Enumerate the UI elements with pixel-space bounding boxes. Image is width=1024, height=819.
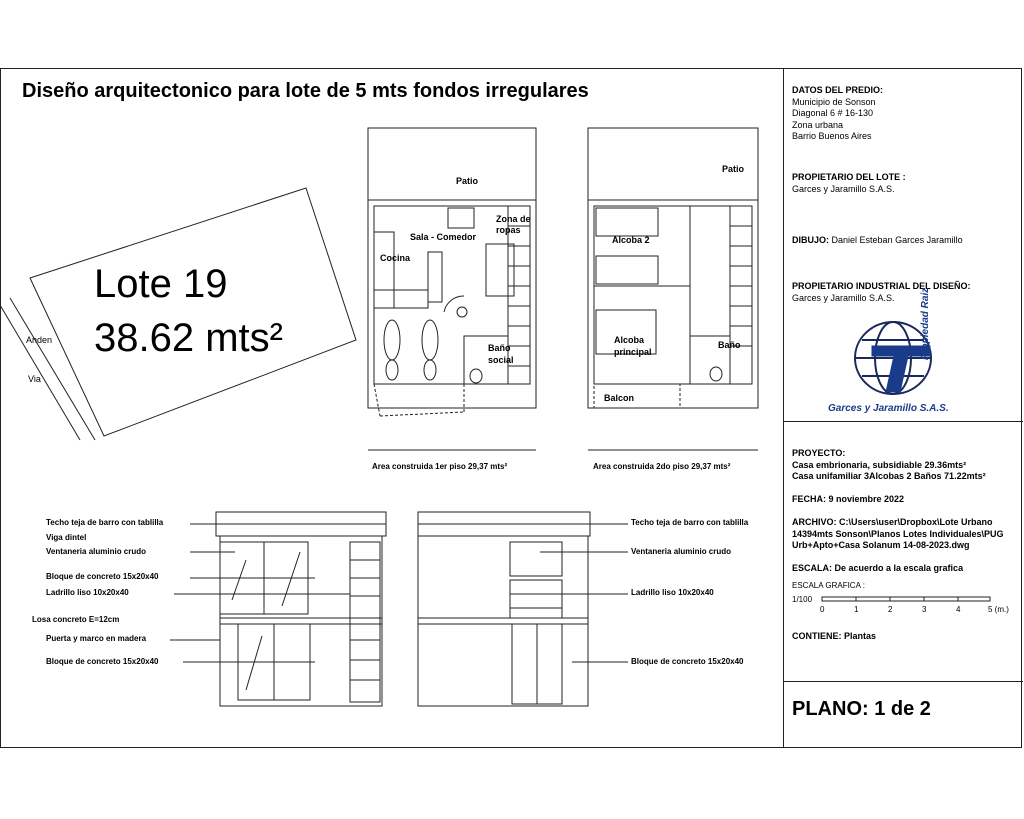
floor2-balcon-label: Balcon <box>604 393 635 403</box>
via-label: Via <box>28 374 41 384</box>
scale-tick-3: 3 <box>922 605 927 614</box>
elev-left-label-1: Techo teja de barro con tablilla <box>46 518 164 527</box>
contiene: CONTIENE: Plantas <box>792 631 877 641</box>
archivo-block <box>792 517 1022 552</box>
archivo-line-2: 14394mts Sonson\Planos Lotes Individuales\PUG <box>792 528 1004 539</box>
floor2-patio-label: Patio <box>722 164 745 174</box>
predio-line-3: Zona urbana <box>792 119 844 130</box>
drawing-title: Diseño arquitectonico para lote de 5 mts fondos irregulares <box>22 80 589 102</box>
leaders-right <box>530 524 628 662</box>
street-line-2 <box>10 298 95 440</box>
escala-grafica-label: ESCALA GRAFICA : <box>792 581 865 590</box>
floor1-area: Area construida 1er piso 29,37 mts² <box>372 462 508 471</box>
predio-block <box>792 85 1017 143</box>
floor2-alcoba-principal-label: Alcoba principal <box>614 335 652 357</box>
proyecto-line-2: Casa unifamiliar 3Alcobas 2 Baños 71.22mts² <box>792 471 986 481</box>
industrial-heading: PROPIETARIO INDUSTRIAL DEL DISEÑO: <box>792 281 971 291</box>
industrial-block <box>792 281 1017 304</box>
elev-left-label-5: Ladrillo liso 10x20x40 <box>46 588 129 597</box>
predio-line-1: Municipio de Sonson <box>792 96 876 107</box>
escala: ESCALA: De acuerdo a la escala grafica <box>792 563 964 573</box>
fecha: FECHA: 9 noviembre 2022 <box>792 494 905 504</box>
scale-bar <box>822 597 990 601</box>
elev-left-label-4: Bloque de concreto 15x20x40 <box>46 572 159 581</box>
logo-caption: Garces y Jaramillo S.A.S. <box>828 403 949 414</box>
propietario-value: Garces y Jaramillo S.A.S. <box>792 183 895 194</box>
elev-left-label-6: Losa concreto E=12cm <box>32 615 120 624</box>
anden-label: Anden <box>26 335 53 345</box>
elev-right-label-2: Ventaneria aluminio crudo <box>631 547 732 556</box>
dibujo-value: Daniel Esteban Garces Jaramillo <box>831 235 963 245</box>
plano-number: PLANO: 1 de 2 <box>792 698 931 720</box>
elev-left-label-8: Bloque de concreto 15x20x40 <box>46 657 159 666</box>
elev-left-label-7: Puerta y marco en madera <box>46 634 147 643</box>
scale-tick-2: 2 <box>888 605 893 614</box>
archivo-line-3: Urb+Apto+Casa Solanum 14-08-2023.dwg <box>792 540 970 550</box>
floor1-zona-label: Zona de ropas <box>496 214 531 235</box>
lot-name: Lote 19 <box>94 262 228 306</box>
street-line-1 <box>0 305 80 440</box>
rear-elevation <box>418 512 590 706</box>
proyecto-line-1: Casa embrionaria, subsidiable 29.36mts² <box>792 459 967 470</box>
elev-left-label-3: Ventaneria aluminio crudo <box>46 547 147 556</box>
elev-right-label-3: Ladrillo liso 10x20x40 <box>631 588 714 597</box>
front-elevation <box>216 512 386 706</box>
floor2-bano-label: Baño <box>718 340 741 350</box>
scale-tick-5: 5 (m.) <box>988 605 1009 614</box>
floor2-alcoba2-label: Alcoba 2 <box>612 235 650 245</box>
floor1-plan <box>368 128 536 450</box>
scale-tick-1: 1 <box>854 605 859 614</box>
elev-left-label-2: Viga dintel <box>46 533 87 542</box>
escala-ratio: 1/100 <box>792 595 813 604</box>
predio-line-2: Diagonal 6 # 16-130 <box>792 108 874 118</box>
logo-side-text: Propiedad Raiz <box>920 287 931 360</box>
propietario-block <box>792 172 1017 195</box>
proyecto-heading: PROYECTO: <box>792 448 846 458</box>
floor1-sala-label: Sala - Comedor <box>410 232 477 242</box>
lot-area: 38.62 mts² <box>94 316 283 360</box>
archivo-line-1: ARCHIVO: C:\Users\user\Dropbox\Lote Urbano <box>792 517 993 527</box>
lot-outline <box>30 188 356 436</box>
dibujo-heading: DIBUJO: <box>792 235 830 245</box>
predio-heading: DATOS DEL PREDIO: <box>792 85 884 95</box>
proyecto-block <box>792 448 1020 483</box>
elev-right-label-1: Techo teja de barro con tablilla <box>631 518 749 527</box>
elev-right-label-4: Bloque de concreto 15x20x40 <box>631 657 744 666</box>
floor2-area: Area construida 2do piso 29,37 mts² <box>593 462 731 471</box>
floor1-cocina-label: Cocina <box>380 253 411 263</box>
scale-tick-0: 0 <box>820 605 825 614</box>
predio-line-4: Barrio Buenos Aires <box>792 131 872 141</box>
dibujo-block <box>792 235 1017 247</box>
floor1-bano-label: Baño social <box>488 343 514 365</box>
floor1-patio-label: Patio <box>456 176 479 186</box>
propietario-heading: PROPIETARIO DEL LOTE : <box>792 172 906 182</box>
scale-tick-4: 4 <box>956 605 961 614</box>
industrial-value: Garces y Jaramillo S.A.S. <box>792 292 895 303</box>
